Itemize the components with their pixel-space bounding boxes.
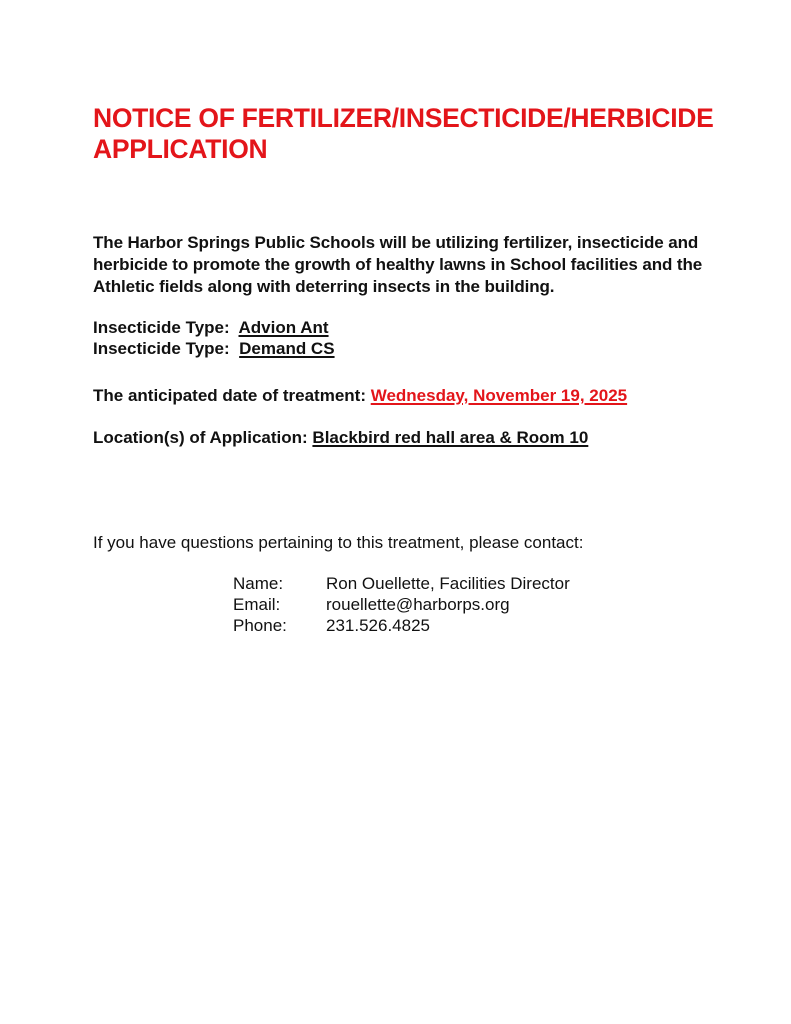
contact-name: [233, 573, 570, 594]
contact-value: 231.526.4825: [326, 616, 430, 635]
insecticide-value: Demand CS: [239, 339, 335, 358]
contact-value: rouellette@harborps.org: [326, 595, 510, 614]
contact-label: Name:: [233, 574, 284, 593]
date-value: Wednesday, November 19, 2025: [370, 386, 628, 405]
insecticide-type-2: [93, 338, 335, 359]
notice-title: NOTICE OF FERTILIZER/INSECTICIDE/HERBICIDE APPLICATION: [93, 103, 714, 164]
contact-label: Email:: [233, 595, 281, 614]
insecticide-type-1: [93, 317, 329, 338]
insecticide-label: Insecticide Type:: [93, 339, 230, 358]
contact-label: Phone:: [233, 616, 287, 635]
location-label: Location(s) of Application:: [93, 428, 308, 447]
location-value: Blackbird red hall area & Room 10: [312, 428, 589, 447]
intro-paragraph: The Harbor Springs Public Schools will be utilizing fertilizer, insecticide and herbicide to promote the growth of healthy lawns in School facilities and the Athletic fields along with deterring insects in the building.: [93, 233, 703, 296]
contact-value: Ron Ouellette, Facilities Director: [326, 574, 570, 593]
contact-prompt: If you have questions pertaining to this treatment, please contact:: [93, 533, 584, 552]
application-location: [93, 427, 588, 448]
treatment-date: [93, 385, 627, 406]
contact-email: [233, 594, 510, 615]
date-label: The anticipated date of treatment:: [93, 386, 366, 405]
insecticide-value: Advion Ant: [238, 318, 329, 337]
contact-phone: [233, 615, 430, 636]
insecticide-label: Insecticide Type:: [93, 318, 230, 337]
